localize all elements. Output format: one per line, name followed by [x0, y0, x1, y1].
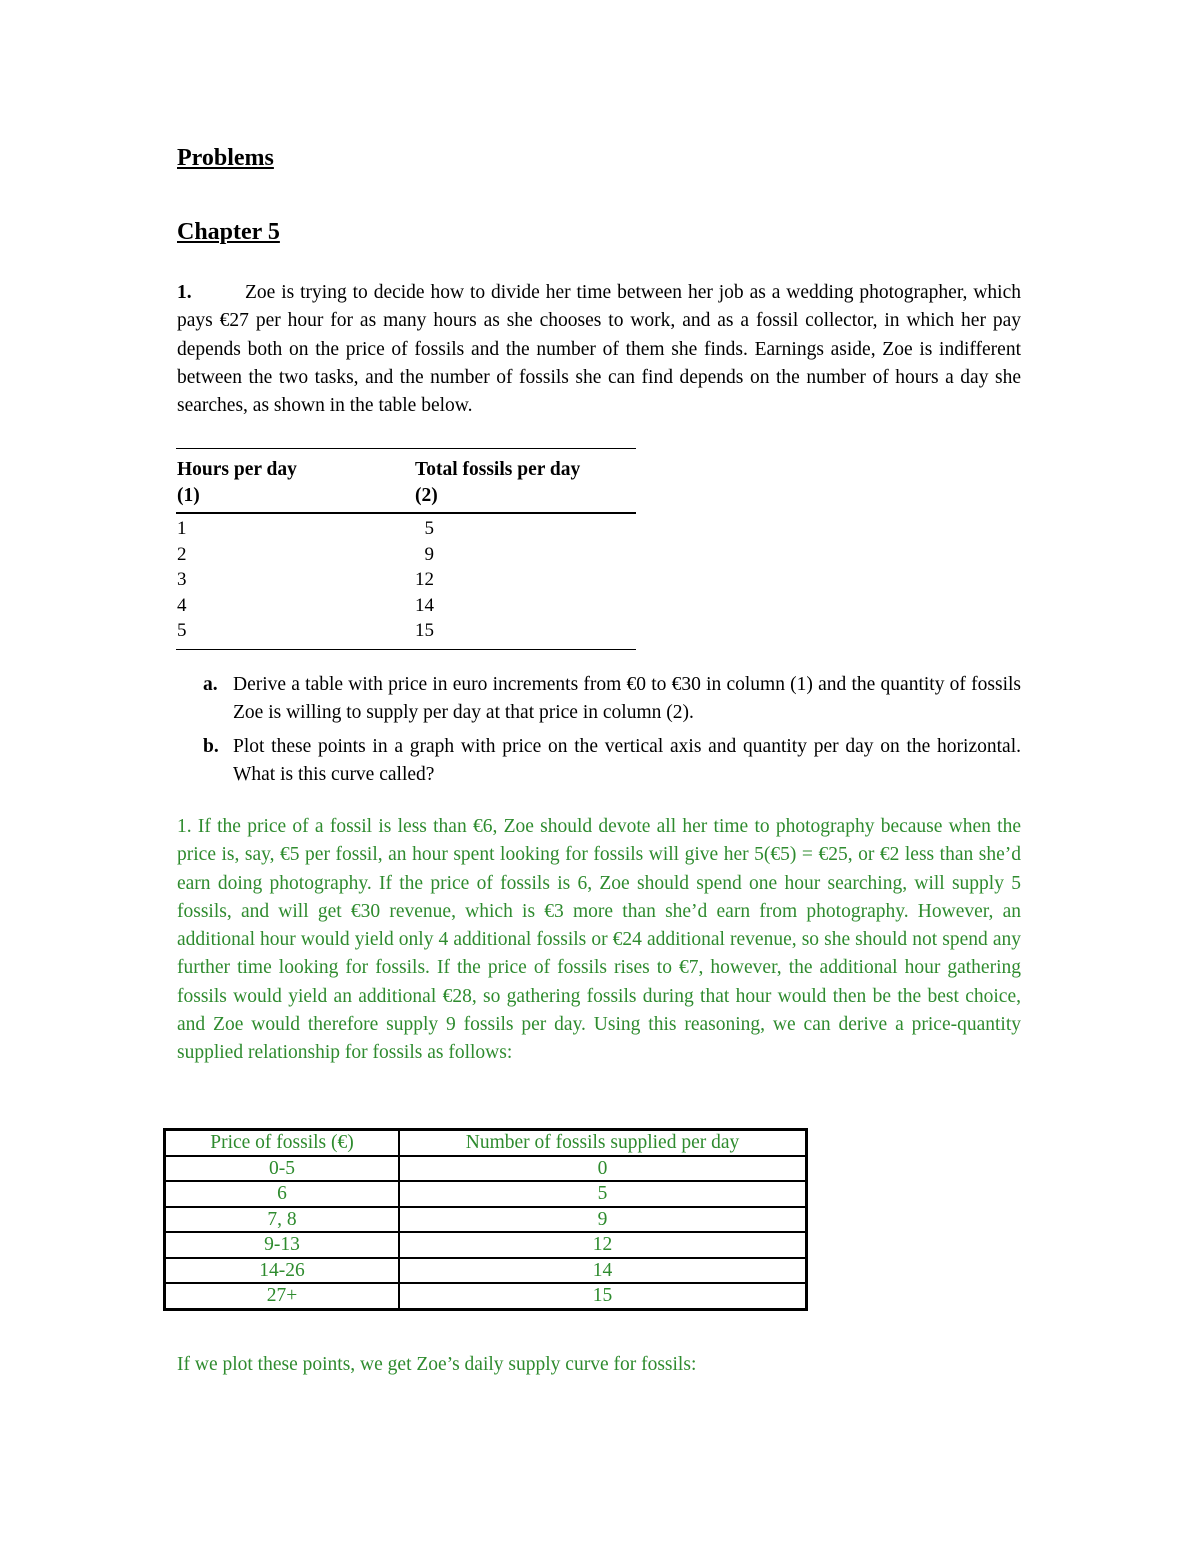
quantity-cell: 9: [399, 1207, 807, 1233]
header-hours-label: Hours per day: [177, 459, 297, 480]
table-header: [176, 449, 636, 512]
question-a-letter: a.: [203, 674, 218, 695]
table-row: [165, 1232, 807, 1258]
price-cell: 14-26: [165, 1258, 400, 1284]
fossils-cell: 5: [424, 518, 434, 539]
question-b-letter: b.: [203, 736, 219, 757]
problem-statement: [177, 279, 1021, 420]
header-fossils-label: Total fossils per day: [415, 459, 581, 480]
answer-paragraph: 1. If the price of a fossil is less than €6, Zoe should devote all her time to photography because when the price is, say, €5 per fossil, an hour spent looking for fossils will give her 5(€5) = €25, or €2 less than she’d earn doing photography. If the price of fossils is 6, Zoe should spend one hour searching, will supply 5 fossils, and will get €30 revenue, which is €3 more than she’d earn from photography. However, an additional hour would yield only 4 additional fossils or €24 additional revenue, so she should not spend any further time looking for fossils. If the price of fossils rises to €7, however, the additional hour gathering fossils would yield an additional €28, so gathering fossils during that hour would then be the best choice, and Zoe would therefore supply 9 fossils per day. Using this reasoning, we can derive a price-quantity supplied relationship for fossils as follows:: [177, 816, 1021, 1064]
header-price: Price of fossils (€): [165, 1130, 400, 1156]
table-row: [165, 1207, 807, 1233]
question-b: [203, 733, 1021, 790]
question-a: [203, 671, 1021, 728]
header-fossils: [415, 457, 636, 512]
problem-text: Zoe is trying to decide how to divide her time between her job as a wedding photographer, which pays €27 per hour for as many hours as she chooses to work, and as a fossil collector, in which her pay depends both on the price of fossils and the number of them she finds. Earnings aside, Zoe is indifferent between the two tasks, and the number of fossils she can find depends on the number of hours a day she searches, as shown in the table below.: [177, 282, 1021, 417]
table-row: [165, 1258, 807, 1284]
hours-cell: 2: [177, 543, 187, 565]
table-row: [176, 593, 636, 619]
supply-table-header: [165, 1130, 807, 1156]
hours-cell: 4: [177, 594, 187, 616]
header-hours: [176, 457, 415, 512]
price-cell: 27+: [165, 1283, 400, 1309]
chapter-heading: Chapter 5: [177, 219, 280, 245]
supply-schedule-table: [163, 1128, 808, 1311]
quantity-cell: 14: [399, 1258, 807, 1284]
question-a-text: Derive a table with price in euro increments from €0 to €30 in column (1) and the quantity of fossils Zoe is willing to supply per day at that price in column (2).: [233, 674, 1021, 724]
price-cell: 6: [165, 1181, 400, 1207]
header-quantity: Number of fossils supplied per day: [399, 1130, 807, 1156]
page-heading: Problems: [177, 145, 274, 171]
header-hours-sub: (1): [177, 485, 200, 506]
fossils-cell: 12: [415, 569, 434, 590]
hours-cell: 1: [177, 518, 187, 539]
quantity-cell: 12: [399, 1232, 807, 1258]
header-fossils-sub: (2): [415, 485, 438, 506]
table-bottom-rule: [176, 649, 636, 650]
quantity-cell: 0: [399, 1156, 807, 1182]
table-row: [165, 1181, 807, 1207]
hours-fossils-table: [176, 448, 636, 650]
quantity-cell: 15: [399, 1283, 807, 1309]
table-body: [176, 514, 636, 649]
hours-cell: 5: [177, 620, 187, 641]
question-b-text: Plot these points in a graph with price on the vertical axis and quantity per day on the horizontal. What is this curve called?: [233, 736, 1021, 786]
table-row: [165, 1156, 807, 1182]
table-row: [176, 567, 636, 593]
hours-cell: 3: [177, 569, 187, 590]
price-cell: 7, 8: [165, 1207, 400, 1233]
price-cell: 0-5: [165, 1156, 400, 1182]
closing-sentence: If we plot these points, we get Zoe’s daily supply curve for fossils:: [177, 1354, 697, 1375]
fossils-cell: 15: [415, 620, 434, 641]
problem-number: 1.: [177, 282, 192, 303]
table-row: [176, 542, 636, 568]
quantity-cell: 5: [399, 1181, 807, 1207]
price-cell: 9-13: [165, 1232, 400, 1258]
fossils-cell: 9: [424, 543, 434, 565]
table-row: [176, 516, 636, 542]
fossils-cell: 14: [415, 594, 434, 616]
table-row: [176, 618, 636, 644]
table-row: [165, 1283, 807, 1309]
